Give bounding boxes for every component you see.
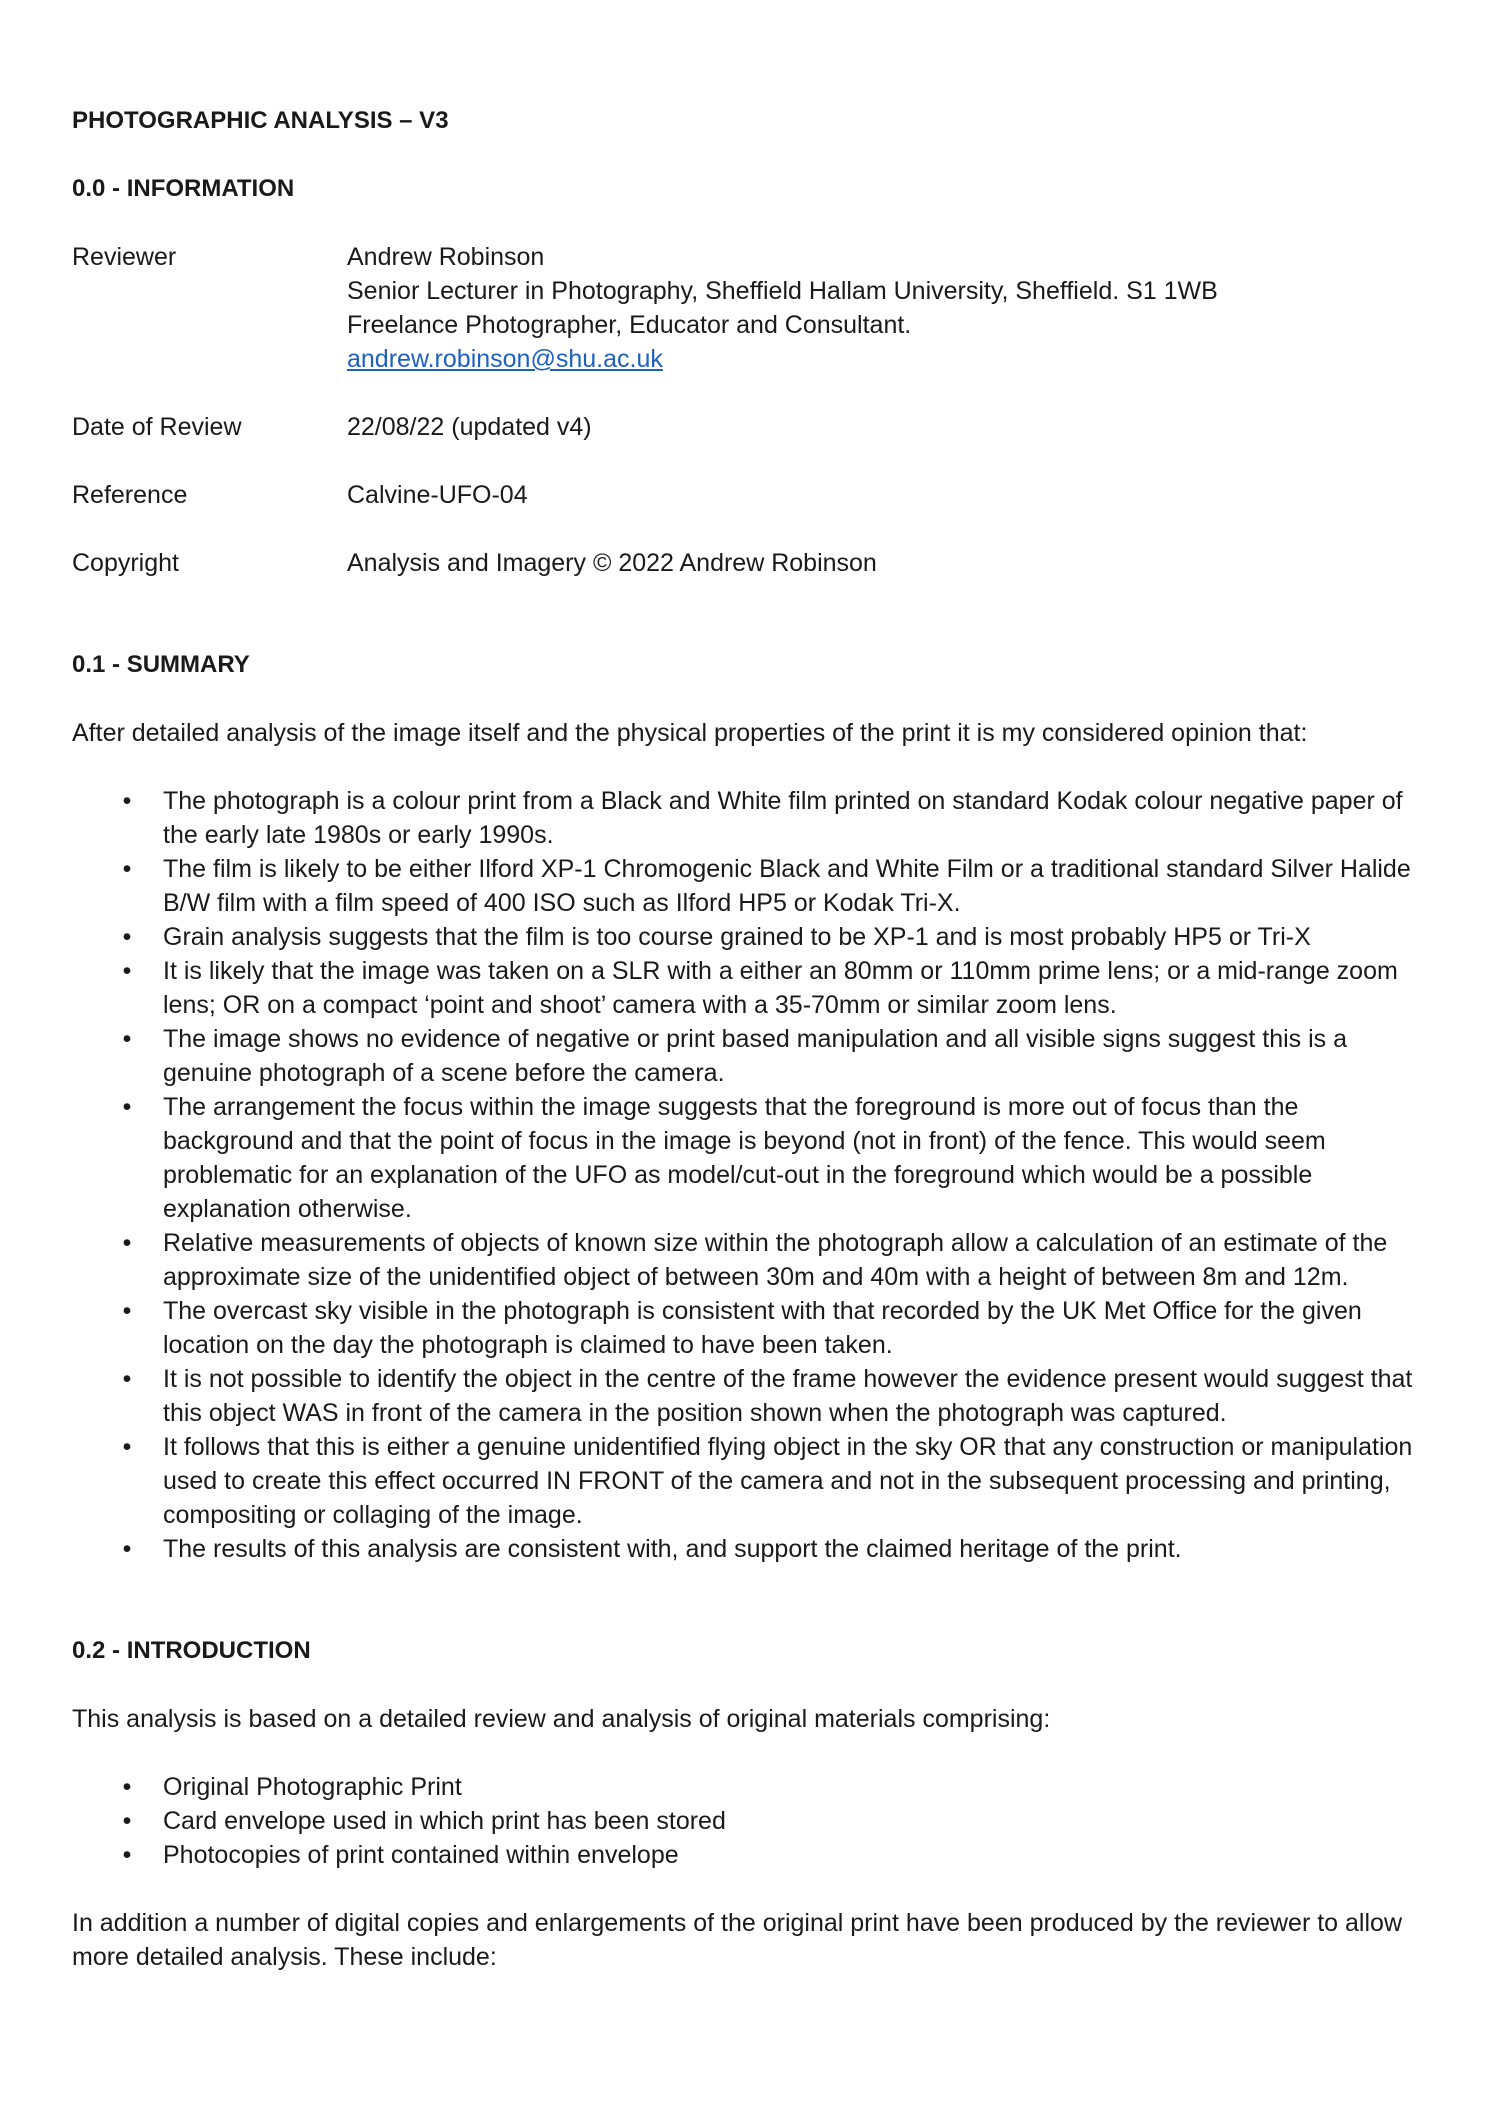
reference-label: Reference [72, 481, 188, 509]
reference-value: Calvine-UFO-04 [347, 481, 528, 509]
reviewer-email-link[interactable]: andrew.robinson@shu.ac.uk [347, 345, 663, 373]
information-heading: 0.0 - INFORMATION [72, 175, 295, 202]
list-item [72, 1362, 1432, 1430]
copyright-value: Analysis and Imagery © 2022 Andrew Robinson [347, 549, 877, 577]
date-row [72, 410, 1432, 444]
list-item-text: The photograph is a colour print from a Black and White film printed on standard Kodak colour negative paper of the early late 1980s or early 1990s. [163, 787, 1403, 849]
reference-row [72, 478, 1432, 512]
introduction-list [72, 1770, 1432, 1872]
date-value: 22/08/22 (updated v4) [347, 413, 592, 441]
summary-heading: 0.1 - SUMMARY [72, 651, 250, 678]
bullet-icon: • [122, 1025, 132, 1053]
document-page [72, 104, 1432, 1974]
list-item-text: Card envelope used in which print has been stored [163, 1807, 726, 1835]
bullet-icon: • [122, 1535, 132, 1563]
bullet-icon: • [122, 923, 132, 951]
list-item [72, 920, 1432, 954]
list-item-text: The results of this analysis are consistent with, and support the claimed heritage of the print. [163, 1535, 1182, 1563]
list-item [72, 1430, 1432, 1532]
bullet-icon: • [122, 1841, 132, 1869]
list-item-text: It follows that this is either a genuine unidentified flying object in the sky OR that any construction or manipulation used to create this effect occurred IN FRONT of the camera and not in the subsequent processing and printing, compositing or collaging of the image. [163, 1433, 1413, 1529]
bullet-icon: • [122, 855, 132, 883]
information-section [72, 172, 1432, 580]
bullet-icon: • [122, 1093, 132, 1121]
list-item [72, 1838, 1432, 1872]
bullet-icon: • [122, 787, 132, 815]
introduction-section [72, 1634, 1432, 1974]
bullet-icon: • [122, 1229, 132, 1257]
list-item [72, 1022, 1432, 1090]
bullet-icon: • [122, 1297, 132, 1325]
list-item-text: Relative measurements of objects of known size within the photograph allow a calculation of an estimate of the approximate size of the unidentified object of between 30m and 40m with a height of between 8m and 12m. [163, 1229, 1388, 1291]
list-item [72, 784, 1432, 852]
list-item [72, 1090, 1432, 1226]
date-label: Date of Review [72, 413, 242, 441]
list-item-text: It is not possible to identify the object in the centre of the frame however the evidence present would suggest that this object WAS in front of the camera in the position shown when the photograph was captured. [163, 1365, 1413, 1427]
list-item [72, 954, 1432, 1022]
reviewer-details [347, 240, 1432, 376]
reviewer-name: Andrew Robinson [347, 243, 545, 271]
list-item-text: Photocopies of print contained within envelope [163, 1841, 679, 1869]
list-item [72, 1770, 1432, 1804]
information-table [72, 240, 1432, 580]
list-item-text: The film is likely to be either Ilford XP-1 Chromogenic Black and White Film or a traditional standard Silver Halide B/W film with a film speed of 400 ISO such as Ilford HP5 or Kodak Tri-X. [163, 855, 1411, 917]
list-item-text: The arrangement the focus within the image suggests that the foreground is more out of focus than the background and that the point of focus in the image is beyond (not in front) of the fence. This would seem problematic for an explanation of the UFO as model/cut-out in the foreground which would be a possible explanation otherwise. [163, 1093, 1326, 1223]
reviewer-row [72, 240, 1432, 376]
list-item [72, 1294, 1432, 1362]
list-item-text: The image shows no evidence of negative or print based manipulation and all visible signs suggest this is a genuine photograph of a scene before the camera. [163, 1025, 1348, 1087]
bullet-icon: • [122, 1807, 132, 1835]
list-item [72, 1804, 1432, 1838]
list-item-text: Original Photographic Print [163, 1773, 462, 1801]
document-title: PHOTOGRAPHIC ANALYSIS – V3 [72, 107, 449, 134]
bullet-icon: • [122, 957, 132, 985]
reviewer-role: Freelance Photographer, Educator and Consultant. [347, 311, 912, 339]
bullet-icon: • [122, 1365, 132, 1393]
list-item-text: Grain analysis suggests that the film is too course grained to be XP-1 and is most probably HP5 or Tri-X [163, 923, 1311, 951]
list-item [72, 1532, 1432, 1566]
bullet-icon: • [122, 1433, 132, 1461]
reviewer-label: Reviewer [72, 243, 177, 271]
list-item-text: The overcast sky visible in the photograph is consistent with that recorded by the UK Met Office for the given location on the day the photograph is claimed to have been taken. [163, 1297, 1362, 1359]
list-item [72, 852, 1432, 920]
list-item-text: It is likely that the image was taken on a SLR with a either an 80mm or 110mm prime lens; or a mid-range zoom lens; OR on a compact ‘point and shoot’ camera with a 35-70mm or similar zoom lens. [163, 957, 1398, 1019]
copyright-label: Copyright [72, 549, 179, 577]
copyright-row [72, 546, 1432, 580]
introduction-intro: This analysis is based on a detailed review and analysis of original materials comprising: [72, 1705, 1051, 1733]
summary-list [72, 784, 1432, 1566]
introduction-closing: In addition a number of digital copies and enlargements of the original print have been produced by the reviewer to allow more detailed analysis. These include: [72, 1909, 1402, 1971]
bullet-icon: • [122, 1773, 132, 1801]
summary-section [72, 648, 1432, 1566]
summary-intro: After detailed analysis of the image itself and the physical properties of the print it is my considered opinion that: [72, 719, 1308, 747]
list-item [72, 1226, 1432, 1294]
introduction-heading: 0.2 - INTRODUCTION [72, 1637, 311, 1664]
reviewer-position: Senior Lecturer in Photography, Sheffield Hallam University, Sheffield. S1 1WB [347, 277, 1218, 305]
